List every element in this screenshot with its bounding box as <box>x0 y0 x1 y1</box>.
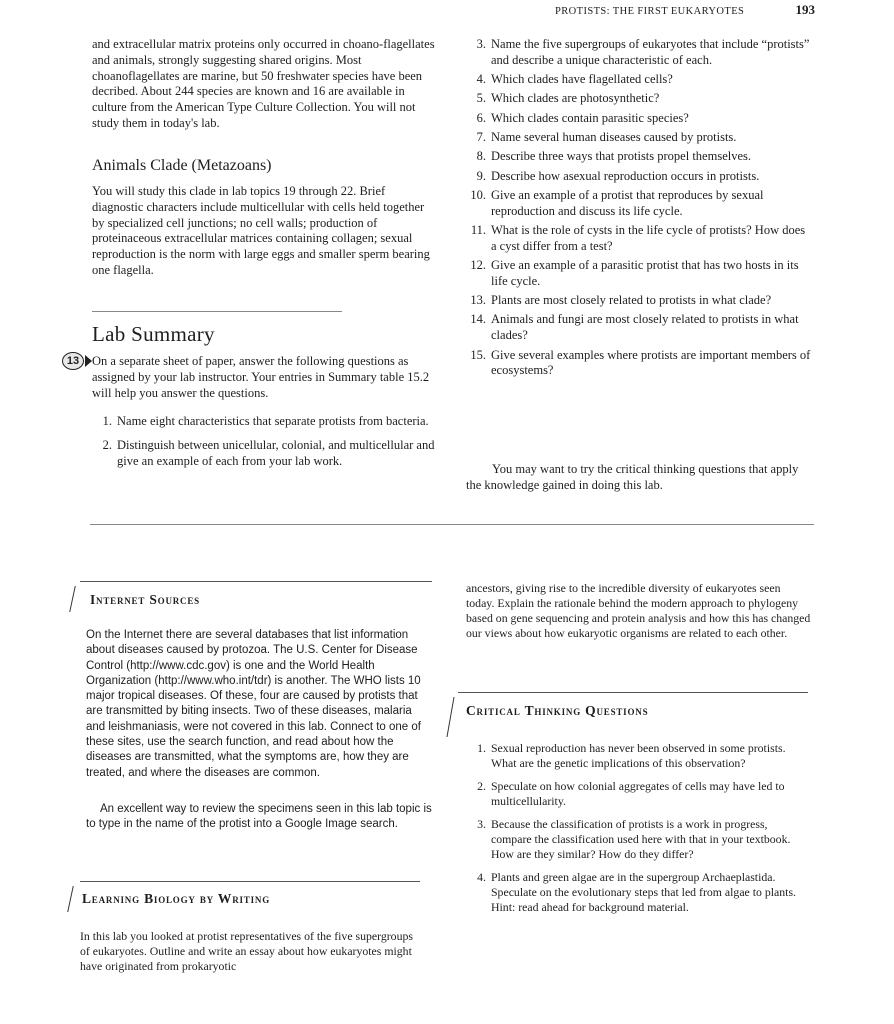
learning-writing-paragraph: In this lab you looked at protist representatives of the five supergroups of eukaryotes. Outline and write an essay about how eukaryotes might have originated from prokaryotic <box>80 929 413 973</box>
learning-writing-continuation: ancestors, giving rise to the incredible diversity of eukaryotes seen today. Explain the rationale behind the modern approach to phylogeny based on gene sequencing and protein analysis and how this has changed our views about how eukaryotic organisms are related to each other. <box>466 581 811 640</box>
question-text: Distinguish between unicellular, colonial, and multicellular and give an example of each from your lab work. <box>117 437 435 468</box>
list-item <box>466 741 806 771</box>
list-item <box>466 223 811 255</box>
learning-writing-heading: Learning Biology by Writing <box>82 891 271 906</box>
question-text: What is the role of cysts in the life cycle of protists? How does a cyst differ from a test? <box>491 222 806 253</box>
internet-sources-paragraph-2: An excellent way to review the specimens seen in this lab topic is to type in the name of the protist into a Google Image search. <box>86 803 432 831</box>
question-text: Which clades are photosynthetic? <box>491 91 660 106</box>
question-text: Plants and green algae are in the supergroup Archaeplastida. Speculate on the evolutionary steps that led from algae to plants. Hint: read ahead for background material. <box>491 870 796 914</box>
lab-summary-heading: Lab Summary <box>92 322 215 346</box>
question-text: Name eight characteristics that separate protists from bacteria. <box>117 414 429 428</box>
marker-arrow-icon <box>85 355 92 367</box>
question-number: 7. <box>476 129 486 144</box>
question-text: Name the five supergroups of eukaryotes that include “protists” and describe a unique characteristic of each. <box>491 37 810 67</box>
question-number: 1. <box>477 741 486 755</box>
summary-marker <box>62 352 92 370</box>
question-text: Which clades contain parasitic species? <box>491 110 689 125</box>
list-item <box>466 258 811 290</box>
critical-thinking-bracket <box>446 697 454 737</box>
learning-writing-bracket <box>67 886 74 912</box>
list-item <box>466 348 811 380</box>
lab-summary-intro: On a separate sheet of paper, answer the following questions as assigned by your lab instructor. Your entries in Summary table 15.2 will help you answer the questions. <box>92 354 430 400</box>
question-text: Which clades have flagellated cells? <box>491 72 673 87</box>
list-item <box>466 312 811 344</box>
question-text: Plants are most closely related to protists in what clade? <box>491 293 772 308</box>
question-text: Because the classification of protists is a work in progress, compare the classification used here with that in your textbook. How are they similar? How do they differ? <box>491 817 791 861</box>
question-text: Give several examples where protists are important members of ecosystems? <box>491 347 811 378</box>
running-header <box>555 2 815 18</box>
question-number: 2. <box>477 779 486 793</box>
question-number: 4. <box>476 72 486 87</box>
question-number: 5. <box>476 91 486 106</box>
question-text: Name several human diseases caused by protists. <box>491 129 737 144</box>
summary-questions-right <box>466 37 811 383</box>
question-number: 15. <box>470 347 486 362</box>
list-item <box>466 293 811 309</box>
critical-thinking-questions <box>466 741 806 919</box>
question-text: Describe how asexual reproduction occurs in protists. <box>491 168 760 183</box>
animals-clade-heading: Animals Clade (Metazoans) <box>92 157 272 174</box>
list-item <box>466 149 811 165</box>
learning-writing-rule <box>80 881 420 882</box>
question-number: 13. <box>470 293 486 308</box>
question-text: Give an example of a parasitic protist that has two hosts in its life cycle. <box>491 258 799 288</box>
list-item <box>466 72 811 88</box>
question-number: 10. <box>470 187 486 202</box>
question-number: 11. <box>470 222 486 237</box>
question-text: Animals and fungi are most closely related to protists in what clades? <box>491 312 799 343</box>
critical-thinking-heading: Critical Thinking Questions <box>466 703 649 718</box>
question-number: 12. <box>470 258 486 273</box>
question-number: 1. <box>102 414 112 428</box>
list-item <box>466 130 811 146</box>
animals-clade-paragraph: You will study this clade in lab topics 19 through 22. Brief diagnostic characters include multicellular with cells held together by specialized cell junctions; no cell walls; production of proteinaceous extracellular matrices containing collagen; sexual reproduction is the norm with large eggs and smaller sperm bearing one flagella. <box>92 184 430 277</box>
question-number: 9. <box>476 168 486 183</box>
question-number: 14. <box>470 312 486 327</box>
page-divider <box>90 524 814 525</box>
question-number: 2. <box>102 437 112 452</box>
question-number: 8. <box>476 149 486 164</box>
internet-sources-bracket <box>69 586 76 612</box>
question-text: Describe three ways that protists propel themselves. <box>491 149 751 164</box>
page-number: 193 <box>795 2 815 17</box>
list-item <box>466 870 806 915</box>
list-item <box>466 91 811 107</box>
list-item <box>466 188 811 220</box>
intro-paragraph: and extracellular matrix proteins only occurred in choano-flagellates and animals, strongly suggesting shared origins. Most choanoflagellates are marine, but 50 freshwater species have been decribed. About 244 species are known and 16 are available in culture from the American Type Culture Collection. You will not study them in today's lab. <box>92 37 435 130</box>
list-item <box>466 779 806 809</box>
question-number: 6. <box>476 110 486 125</box>
list-item <box>92 414 437 430</box>
question-number: 3. <box>476 37 486 51</box>
question-number: 3. <box>477 817 486 831</box>
list-item <box>466 817 806 862</box>
question-text: Give an example of a protist that reproduces by sexual reproduction and discuss its life cycle. <box>491 187 764 218</box>
marker-number: 13 <box>62 352 84 370</box>
running-title: PROTISTS: THE FIRST EUKARYOTES <box>555 6 745 17</box>
list-item <box>466 169 811 185</box>
list-item <box>466 111 811 127</box>
critical-thinking-rule <box>458 692 808 693</box>
summary-questions-left <box>92 414 437 473</box>
internet-sources-paragraph-1: On the Internet there are several databases that list information about diseases caused by protozoa. The U.S. Center for Disease Control (http://www.cdc.gov) is one and the World Health Organization (http://www.who.int/tdr) is another. The WHO lists 10 major tropical diseases. Of these, four are caused by protists that are transmitted by biting insects. Two of these diseases, malaria and leishmaniasis, were not covered in this lab. Connect to one of these sites, use the search function, and read about how the diseases are transmitted, what the symptoms are, how they are treated, and where the diseases are common. <box>86 629 421 779</box>
internet-sources-rule <box>80 581 432 582</box>
question-number: 4. <box>477 870 486 884</box>
list-item <box>466 37 811 69</box>
section-divider <box>92 311 342 312</box>
question-text: Sexual reproduction has never been observed in some protists. What are the genetic implications of this observation? <box>491 741 786 770</box>
internet-sources-heading: Internet Sources <box>90 592 200 607</box>
lab-summary-closing: You may want to try the critical thinking questions that apply the knowledge gained in doing this lab. <box>466 462 799 492</box>
question-text: Speculate on how colonial aggregates of cells may have led to multicellularity. <box>491 779 785 808</box>
list-item <box>92 438 437 470</box>
